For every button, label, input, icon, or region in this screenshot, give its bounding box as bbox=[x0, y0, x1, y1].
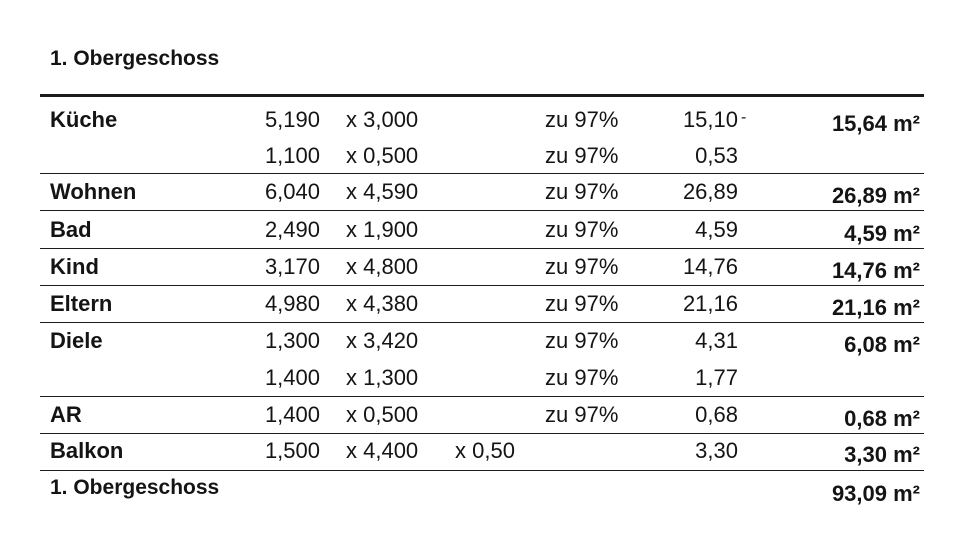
length-value: 1,100 bbox=[264, 143, 320, 168]
room-name: Küche bbox=[50, 107, 118, 132]
percentage-value: zu 97% bbox=[545, 217, 619, 242]
width-value: x 3,420 bbox=[346, 328, 419, 353]
table-row bbox=[0, 215, 960, 245]
page-title: 1. Obergeschoss bbox=[50, 47, 220, 70]
area-value: 15,10 bbox=[682, 107, 738, 132]
summary-label: 1. Obergeschoss bbox=[50, 476, 220, 499]
percentage-value: zu 97% bbox=[545, 365, 619, 390]
area-value: 4,59 bbox=[695, 217, 738, 242]
length-value: 1,400 bbox=[264, 402, 320, 427]
width-value: x 3,000 bbox=[346, 107, 419, 132]
percentage-value: zu 97% bbox=[545, 402, 619, 427]
percentage-value: zu 97% bbox=[545, 291, 619, 316]
row-divider bbox=[40, 396, 924, 397]
length-value: 1,500 bbox=[264, 438, 320, 463]
room-name: Eltern bbox=[50, 291, 113, 316]
percentage-value: zu 97% bbox=[545, 254, 619, 279]
row-divider bbox=[40, 248, 924, 249]
row-divider bbox=[40, 173, 924, 174]
room-total: 21,16 m² bbox=[831, 295, 920, 320]
width-value: x 1,300 bbox=[346, 365, 419, 390]
table-row bbox=[0, 289, 960, 319]
length-value: 1,400 bbox=[264, 365, 320, 390]
row-divider bbox=[40, 433, 924, 434]
room-name: Wohnen bbox=[50, 179, 137, 204]
width-value: x 0,500 bbox=[346, 143, 419, 168]
table-row bbox=[0, 105, 960, 135]
summary-total: 93,09 m² bbox=[831, 481, 920, 506]
length-value: 4,980 bbox=[264, 291, 320, 316]
room-total: 3,30 m² bbox=[844, 442, 920, 467]
width-value: x 4,380 bbox=[346, 291, 419, 316]
percentage-value: zu 97% bbox=[545, 328, 619, 353]
room-name: AR bbox=[50, 402, 82, 427]
area-value: 1,77 bbox=[695, 365, 738, 390]
row-divider bbox=[40, 470, 924, 471]
table-row bbox=[0, 363, 960, 393]
length-value: 2,490 bbox=[264, 217, 320, 242]
width-value: x 0,500 bbox=[346, 402, 419, 427]
area-value: 3,30 bbox=[695, 438, 738, 463]
percentage-value: zu 97% bbox=[545, 179, 619, 204]
row-divider bbox=[40, 322, 924, 323]
room-total: 15,64 m² bbox=[831, 111, 920, 136]
room-total: 26,89 m² bbox=[831, 183, 920, 208]
percentage-value: zu 97% bbox=[545, 143, 619, 168]
factor-value: x 0,50 bbox=[455, 438, 515, 463]
table-row bbox=[0, 252, 960, 282]
summary-row bbox=[0, 473, 960, 506]
area-value: 14,76 bbox=[682, 254, 738, 279]
width-value: x 4,400 bbox=[346, 438, 419, 463]
percentage-value: zu 97% bbox=[545, 107, 619, 132]
table-row bbox=[0, 177, 960, 207]
area-value: 21,16 bbox=[682, 291, 738, 316]
width-value: x 4,590 bbox=[346, 179, 419, 204]
room-name: Diele bbox=[50, 328, 103, 353]
width-value: x 4,800 bbox=[346, 254, 419, 279]
room-name: Kind bbox=[50, 254, 99, 279]
length-value: 3,170 bbox=[264, 254, 320, 279]
check-mark: - bbox=[741, 109, 747, 126]
length-value: 5,190 bbox=[264, 107, 320, 132]
area-value: 0,53 bbox=[695, 143, 738, 168]
area-value: 0,68 bbox=[695, 402, 738, 427]
table-row bbox=[0, 326, 960, 356]
room-name: Balkon bbox=[50, 438, 124, 463]
table-row bbox=[0, 400, 960, 430]
row-divider bbox=[40, 285, 924, 286]
room-name: Bad bbox=[50, 217, 92, 242]
row-divider bbox=[40, 210, 924, 211]
width-value: x 1,900 bbox=[346, 217, 419, 242]
area-value: 26,89 bbox=[682, 179, 738, 204]
area-value: 4,31 bbox=[695, 328, 738, 353]
table-row bbox=[0, 436, 960, 466]
room-total: 14,76 m² bbox=[831, 258, 920, 283]
length-value: 1,300 bbox=[264, 328, 320, 353]
header-rule bbox=[40, 94, 924, 97]
room-total: 6,08 m² bbox=[844, 332, 920, 357]
room-total: 4,59 m² bbox=[844, 221, 920, 246]
length-value: 6,040 bbox=[264, 179, 320, 204]
room-total: 0,68 m² bbox=[844, 406, 920, 431]
table-row bbox=[0, 141, 960, 171]
